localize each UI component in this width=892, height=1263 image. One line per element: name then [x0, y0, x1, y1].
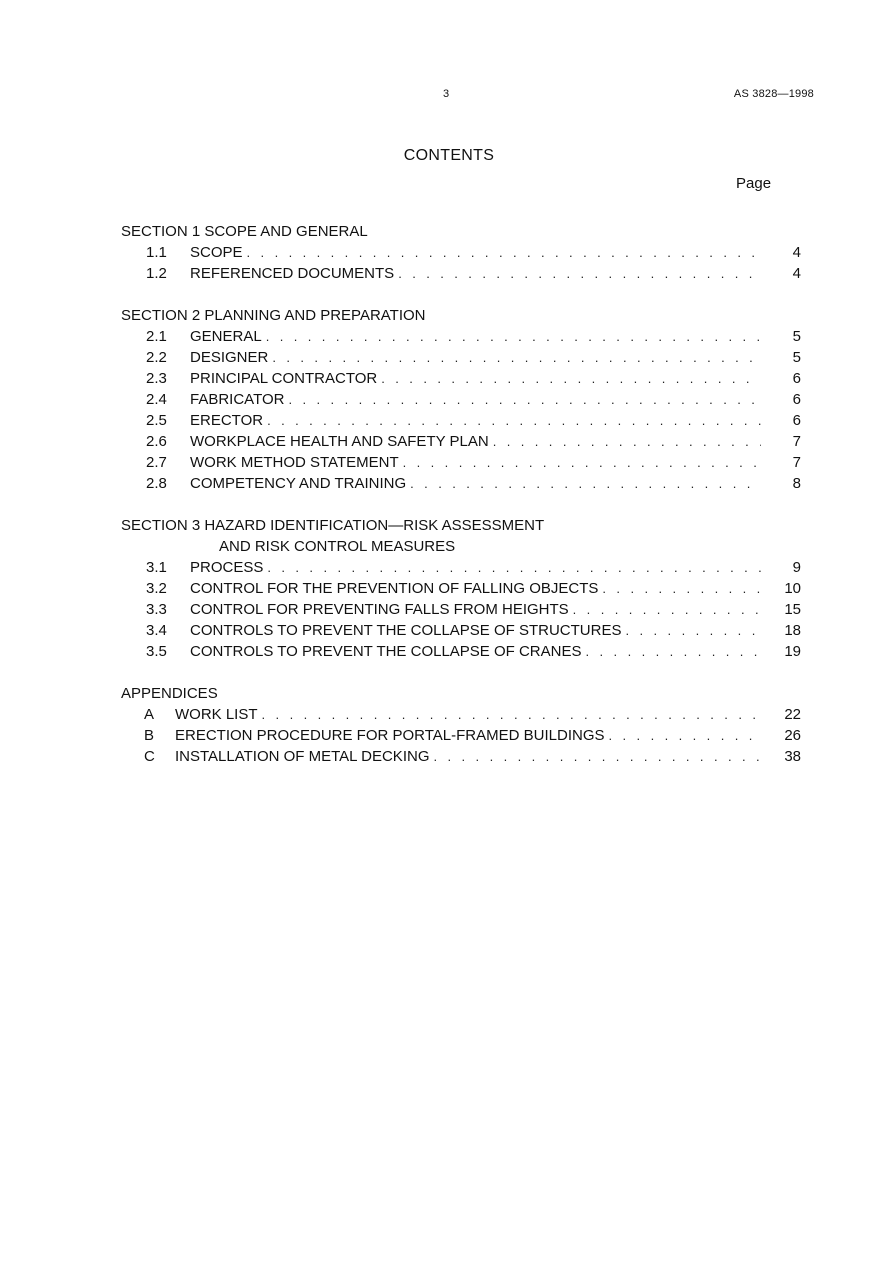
entry-title: CONTROLS TO PREVENT THE COLLAPSE OF STRUCTURES: [190, 622, 622, 639]
dot-leader: [288, 389, 761, 410]
toc-entry[interactable]: [121, 473, 801, 494]
section-heading-continuation[interactable]: AND RISK CONTROL MEASURES: [219, 538, 456, 555]
section-heading[interactable]: SECTION 3 HAZARD IDENTIFICATION—RISK ASSESSMENT: [121, 517, 545, 534]
toc-appendix-entry[interactable]: [121, 725, 801, 746]
entry-title: GENERAL: [190, 328, 262, 345]
entry-number: 2.5: [146, 412, 167, 429]
entry-title: WORKPLACE HEALTH AND SAFETY PLAN: [190, 433, 489, 450]
dot-leader: [267, 410, 761, 431]
toc-appendix-entry[interactable]: [121, 704, 801, 725]
appendix-letter: A: [144, 706, 155, 723]
entry-title: PRINCIPAL CONTRACTOR: [190, 370, 378, 387]
entry-title: COMPETENCY AND TRAINING: [190, 475, 407, 492]
entry-number: 3.2: [146, 580, 167, 597]
table-of-contents: [121, 221, 801, 788]
entry-page: 8: [792, 475, 801, 492]
dot-leader: [266, 326, 761, 347]
entry-page: 5: [792, 349, 801, 366]
toc-entry[interactable]: [121, 368, 801, 389]
entry-title: INSTALLATION OF METAL DECKING: [175, 748, 430, 765]
entry-page: 10: [784, 580, 801, 597]
toc-entry[interactable]: [121, 410, 801, 431]
entry-page: 15: [784, 601, 801, 618]
toc-section: [121, 515, 801, 662]
toc-entry[interactable]: [121, 599, 801, 620]
entry-title: CONTROLS TO PREVENT THE COLLAPSE OF CRANES: [190, 643, 582, 660]
toc-entry[interactable]: [121, 347, 801, 368]
entry-number: 3.5: [146, 643, 167, 660]
page-column-label: Page: [736, 175, 772, 192]
entry-page: 22: [784, 706, 801, 723]
dot-leader: [493, 431, 761, 452]
toc-section: [121, 221, 801, 284]
dot-leader: [267, 557, 761, 578]
appendices-heading[interactable]: APPENDICES: [121, 685, 218, 702]
dot-leader: [262, 704, 761, 725]
dot-leader: [573, 599, 761, 620]
toc-appendices: [121, 683, 801, 767]
entry-title: CONTROL FOR THE PREVENTION OF FALLING OBJECTS: [190, 580, 599, 597]
toc-entry[interactable]: [121, 620, 801, 641]
page-number: 3: [442, 88, 450, 100]
dot-leader: [602, 578, 761, 599]
entry-number: 1.1: [146, 244, 167, 261]
entry-number: 1.2: [146, 265, 167, 282]
entry-number: 2.4: [146, 391, 167, 408]
entry-title: DESIGNER: [190, 349, 269, 366]
dot-leader: [403, 452, 761, 473]
toc-appendix-entry[interactable]: [121, 746, 801, 767]
dot-leader: [625, 620, 761, 641]
dot-leader: [247, 242, 761, 263]
entry-page: 26: [784, 727, 801, 744]
entry-title: PROCESS: [190, 559, 264, 576]
entry-number: 2.7: [146, 454, 167, 471]
entry-number: 2.3: [146, 370, 167, 387]
document-id: AS 3828—1998: [733, 88, 814, 100]
entry-title: WORK METHOD STATEMENT: [190, 454, 399, 471]
dot-leader: [609, 725, 762, 746]
toc-entry[interactable]: [121, 263, 801, 284]
appendix-letter: B: [144, 727, 155, 744]
entry-title: WORK LIST: [175, 706, 258, 723]
entry-page: 7: [792, 454, 801, 471]
entry-title: SCOPE: [190, 244, 243, 261]
entry-page: 18: [784, 622, 801, 639]
dot-leader: [433, 746, 761, 767]
entry-page: 5: [792, 328, 801, 345]
contents-title: CONTENTS: [403, 147, 495, 164]
entry-title: ERECTOR: [190, 412, 264, 429]
toc-entry[interactable]: [121, 431, 801, 452]
entry-page: 4: [792, 244, 801, 261]
toc-entry[interactable]: [121, 242, 801, 263]
toc-entry[interactable]: [121, 326, 801, 347]
entry-number: 2.6: [146, 433, 167, 450]
entry-number: 3.4: [146, 622, 167, 639]
entry-title: ERECTION PROCEDURE FOR PORTAL-FRAMED BUILDINGS: [175, 727, 605, 744]
entry-number: 3.3: [146, 601, 167, 618]
toc-entry[interactable]: [121, 389, 801, 410]
toc-entry[interactable]: [121, 641, 801, 662]
entry-title: REFERENCED DOCUMENTS: [190, 265, 395, 282]
entry-page: 6: [792, 391, 801, 408]
entry-title: CONTROL FOR PREVENTING FALLS FROM HEIGHTS: [190, 601, 569, 618]
toc-entry[interactable]: [121, 557, 801, 578]
dot-leader: [398, 263, 761, 284]
entry-number: 2.8: [146, 475, 167, 492]
entry-number: 2.2: [146, 349, 167, 366]
section-heading[interactable]: SECTION 2 PLANNING AND PREPARATION: [121, 307, 426, 324]
entry-page: 19: [784, 643, 801, 660]
toc-entry[interactable]: [121, 578, 801, 599]
entry-page: 38: [784, 748, 801, 765]
dot-leader: [586, 641, 762, 662]
entry-page: 4: [792, 265, 801, 282]
entry-page: 9: [792, 559, 801, 576]
entry-page: 6: [792, 370, 801, 387]
dot-leader: [272, 347, 761, 368]
appendix-letter: C: [144, 748, 155, 765]
dot-leader: [410, 473, 761, 494]
entry-page: 7: [792, 433, 801, 450]
toc-entry[interactable]: [121, 452, 801, 473]
entry-title: FABRICATOR: [190, 391, 285, 408]
dot-leader: [381, 368, 761, 389]
entry-number: 2.1: [146, 328, 167, 345]
entry-number: 3.1: [146, 559, 167, 576]
section-heading[interactable]: SECTION 1 SCOPE AND GENERAL: [121, 223, 368, 240]
entry-page: 6: [792, 412, 801, 429]
toc-section: [121, 305, 801, 494]
